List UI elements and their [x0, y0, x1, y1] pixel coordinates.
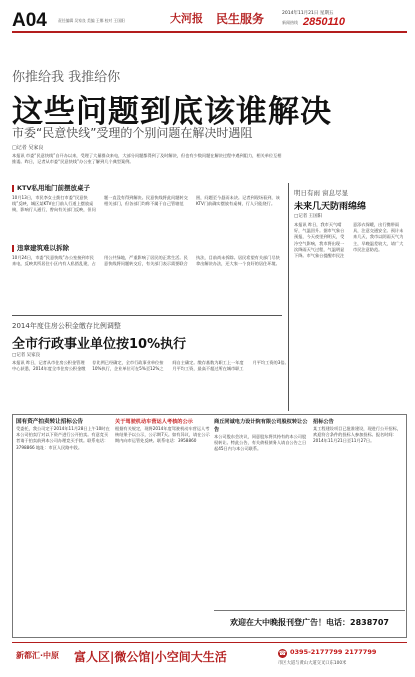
right-story-byline: □记者 王国阳 — [294, 214, 323, 219]
notice-body: 受委托，我公司定于2014年11月28日上午10时在本公司拍卖厅对以下资产进行公开拍卖。有意竞买者请于拍卖前到本公司办理竞买手续。联系电话：3798866 地址：市区人民路中段。 — [16, 426, 110, 450]
footer-hotline: 0395-2177799 2177799 — [290, 648, 377, 656]
phone-icon: ☎ — [278, 650, 287, 657]
headline-kicker: 你推给我 我推给你 — [12, 70, 121, 85]
right-story-kicker: 明日有雨 窗息尽显 — [294, 189, 349, 197]
footer-banner — [12, 642, 407, 670]
headline-byline: □记者 吴家良 — [12, 145, 44, 151]
paper-logo: 大河报 — [170, 12, 203, 25]
masthead-rule — [12, 31, 407, 33]
second-story-kicker: 2014年度住房公积金缴存比例调整 — [12, 322, 121, 330]
right-story-title: 未来几天防雨绵绵 — [294, 202, 367, 212]
notice-driver — [115, 418, 211, 543]
footer-slogan: 富人区|微公馆|小空间大生活 — [74, 650, 227, 664]
notice-equity — [214, 418, 310, 588]
footer-logo: 新都汇·中原 — [16, 651, 60, 660]
mini-credits: 责任编辑 吴家良 美编 王娜 校对 王国阳 — [58, 18, 125, 23]
hotline-label: 新闻热线 — [282, 20, 298, 25]
second-story-byline: □记者 吴家良 — [12, 353, 41, 358]
notice-title: 关于驾驶机动车营运人考核的公示 — [115, 419, 193, 425]
ad-strip — [214, 610, 405, 634]
notice-auction — [16, 418, 112, 588]
ad-strip-text: 欢迎在大中晚报刊登广告！电话：2838707 — [230, 618, 389, 627]
masthead — [0, 0, 415, 58]
divider — [12, 315, 282, 316]
right-column-rule — [288, 183, 289, 411]
headline-subtitle: 市委“民意快线”受理的个别问题在解决时遇阻 — [12, 126, 253, 140]
headline-title: 这些问题到底该谁解决 — [12, 94, 332, 130]
notice-title: 商丘同诚电力设计院有限公司股权转让公告 — [214, 419, 308, 433]
second-story-title: 全市行政事业单位按10%执行 — [12, 337, 187, 352]
issue-date: 2014年11月21日 星期五 — [282, 11, 334, 16]
section-heading-ktv: KTV私用地门前摆放桌子 — [12, 183, 282, 193]
section-heading-building: 违章建筑难以拆除 — [12, 243, 282, 253]
heading-marker — [12, 245, 14, 252]
notice-tender — [313, 418, 405, 588]
heading-marker — [12, 185, 14, 192]
notices-area — [12, 414, 407, 638]
right-story-body: 本报讯 昨日，我市天气晴好，气温回升。据市气象台预报，今天夜里到明天，受冷空气影响，我市将出现一次降雨天气过程，气温明显下降。市气象台提醒市民注意添衣保暖，出行携带雨具，注意交通安全。预计未来几天，我市以阴雨天气为主，早晚温差较大，请广大市民注意防范。 — [294, 222, 404, 259]
second-story-body: 本报讯 昨日，记者从市住房公积金管理中心获悉，2014年度全市住房公积金缴存比例已经确定，全市行政事业单位按10%执行，企业单位可在5%至12%之间自主确定。缴存基数为职工上一年度月平均工资，最高不超过所在城市职工月平均工资的3倍。 — [12, 360, 289, 372]
section-body-building: 10月24日，市委“民意快线”办公室接到市民来电，反映其所居住小区内有人私搭乱建，占用公共绿地，严重影响了居民的正常生活。民意快线将问题转交后，有关部门表示需要联合执法，目前尚未拆除。居民希望有关部门尽快拿出解决办法，还大家一个良好的居住环境。 — [12, 255, 280, 267]
footer-address: 市区大道与黄山大道交叉口东100米 — [278, 661, 347, 666]
section-body-ktv: 10月13日，市民李女士拨打市委“民意快线”反映，城区某KTV在门前人行道上摆放桌椅，影响行人通行，曾向有关部门反映，但问题一直没有得到解决。民意快线将此问题转交相关部门，但各部门均称不属于自己管辖范围，问题至今悬而未决。记者到现场看到，该KTV门前确实摆放有桌椅，行人只能绕行。 — [12, 195, 280, 213]
notice-body: 根据有关规定，现将2014年度驾驶机动车营运人考核结果予以公示，公示期7天。如有异议，请在公示期内向市运管处反映。联系电话：3958860 — [115, 426, 210, 444]
notice-body: 某工程建设项目已批准建设，现进行公开招标，欢迎符合条件的投标人参加投标。报名时间：2014年11月21日至11月27日。 — [313, 426, 401, 444]
notice-title: 国有资产拍卖转让招标公告 — [16, 419, 84, 425]
notice-body: 本公司股东会决议，同意股东将其持有的本公司股权转让。特此公告，有关债权债务人请自公告之日起45日内与本公司联系。 — [214, 434, 307, 452]
notice-title: 招标公告 — [313, 419, 334, 425]
lead-paragraph: 本报讯 市委“民意快线”自开办以来，受理了大量群众来电，大部分问题都得到了及时解决，但也有少数问题在解决过程中遇到阻力，相关单位互相推诿。昨日，记者从市委“民意快线”办公室了解到几个典型案例。 — [12, 153, 282, 165]
page-number: A04 — [12, 10, 47, 31]
section-label: 民生服务 — [216, 12, 265, 26]
hotline-number: 2850110 — [303, 16, 346, 28]
